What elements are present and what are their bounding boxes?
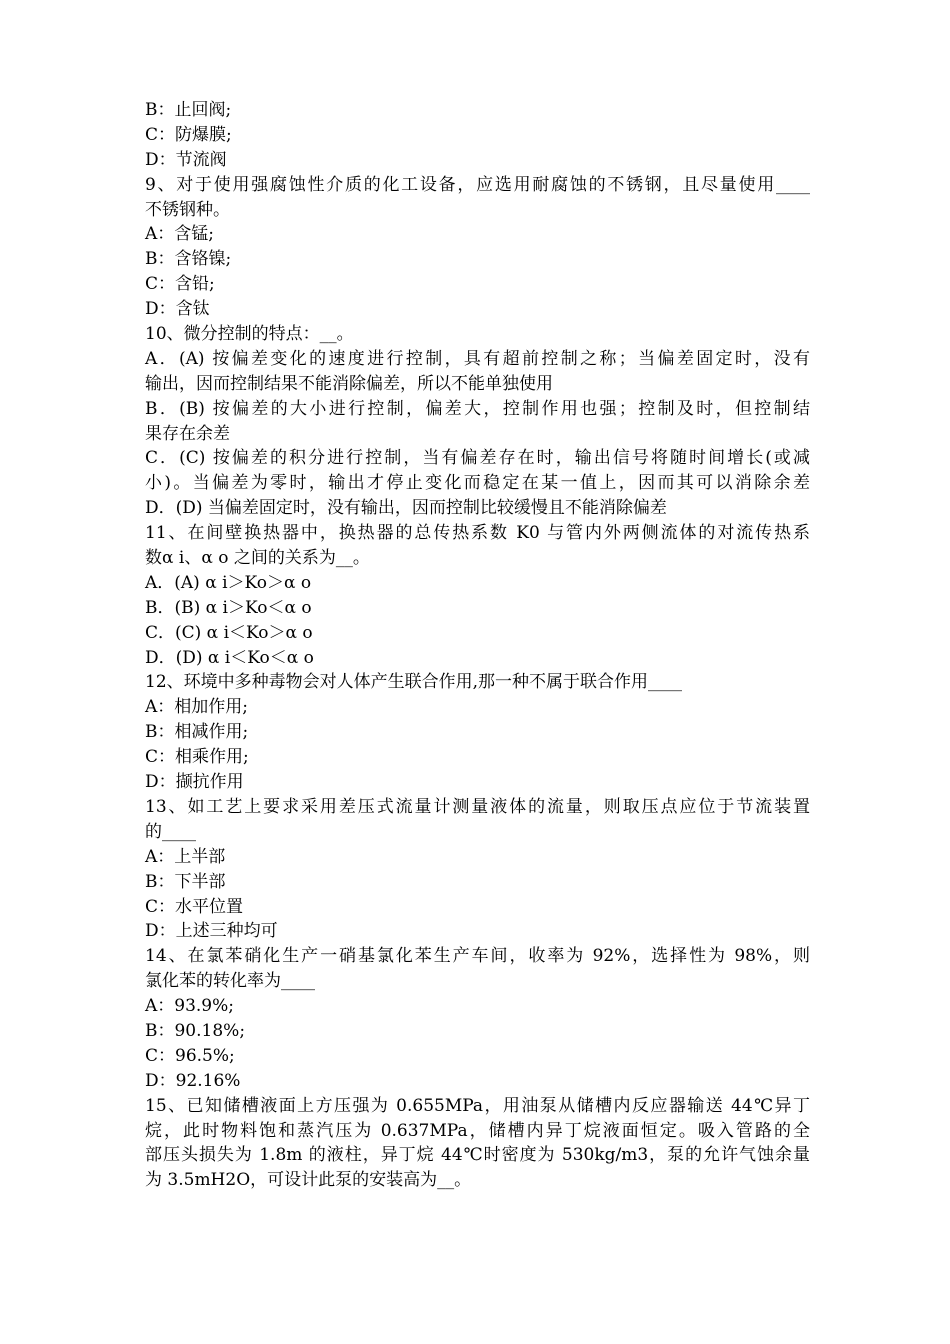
option-b-check-valve: B：止回阀; [145, 100, 232, 120]
q9-option-a: A：含锰; [145, 224, 215, 245]
q11-option-b: B．(B) α i＞Ko＜α o [145, 597, 312, 618]
q9-option-d: D：含钛 [145, 299, 210, 320]
question-15-line-1: 15、已知储槽液面上方压强为 0.655MPa，用油泵从储槽内反应器输送 44℃异丁 [145, 1095, 810, 1116]
q13-option-a: A：上半部 [145, 846, 226, 867]
question-12: 12、环境中多种毒物会对人体产生联合作用,那一种不属于联合作用____ [145, 672, 683, 693]
q14-option-a: A：93.9%; [145, 996, 235, 1017]
q14-option-c: C：96.5%; [145, 1045, 235, 1066]
question-13-line-1: 13、如工艺上要求采用差压式流量计测量液体的流量，则取压点应位于节流装置 [145, 796, 810, 817]
q12-option-a: A：相加作用; [145, 697, 249, 718]
q10-option-b-line-2: 果存在余差 [145, 423, 230, 444]
q9-option-c: C：含铅; [145, 274, 215, 295]
question-9-line-1: 9、对于使用强腐蚀性介质的化工设备，应选用耐腐蚀的不锈钢，且尽量使用____ [145, 174, 810, 195]
question-15-line-2: 烷，此时物料饱和蒸汽压为 0.637MPa，储槽内异丁烷液面恒定。吸入管路的全 [145, 1120, 810, 1141]
question-11-line-1: 11、在间壁换热器中，换热器的总传热系数 K0 与管内外两侧流体的对流传热系 [145, 523, 810, 544]
question-14-line-2: 氯化苯的转化率为____ [145, 971, 315, 992]
q10-option-d: D．(D) 当偏差固定时，没有输出，因而控制比较缓慢且不能消除偏差 [145, 498, 667, 519]
q9-option-b: B：含铬镍; [145, 249, 232, 270]
question-14-line-1: 14、在氯苯硝化生产一硝基氯化苯生产车间，收率为 92%，选择性为 98%，则 [145, 946, 810, 967]
q12-option-d: D：撷抗作用 [145, 772, 244, 793]
question-15-line-4: 为 3.5mH2O，可设计此泵的安装高为__。 [145, 1170, 472, 1191]
question-10: 10、微分控制的特点：__。 [145, 324, 354, 345]
q10-option-a-line-2: 输出，因而控制结果不能消除偏差，所以不能单独使用 [145, 373, 553, 394]
q11-option-a: A．(A) α i＞Ko＞α o [145, 572, 312, 593]
q13-option-b: B：下半部 [145, 871, 226, 892]
q14-option-b: B：90.18%; [145, 1020, 246, 1041]
question-15-line-3: 部压头损失为 1.8m 的液柱，异丁烷 44℃时密度为 530kg/m3，泵的允许气蚀余量 [145, 1145, 810, 1166]
q12-option-b: B：相减作用; [145, 722, 249, 743]
option-c-rupture-disc: C：防爆膜; [145, 124, 232, 145]
document-page [145, 98, 810, 1193]
option-d-throttle-valve: D：节流阀 [145, 149, 227, 170]
q11-option-c: C．(C) α i＜Ko＞α o [145, 622, 313, 643]
q10-option-a-line-1: A．(A) 按偏差变化的速度进行控制，具有超前控制之称；当偏差固定时，没有 [145, 348, 810, 369]
question-13-line-2: 的____ [145, 821, 196, 842]
q13-option-d: D：上述三种均可 [145, 921, 278, 942]
q14-option-d: D：92.16% [145, 1070, 241, 1091]
q13-option-c: C：水平位置 [145, 896, 244, 917]
q10-option-c-line-2: 小)。当偏差为零时，输出才停止变化而稳定在某一值上，因而其可以消除余差 [145, 473, 810, 494]
q10-option-b-line-1: B．(B) 按偏差的大小进行控制，偏差大，控制作用也强；控制及时，但控制结 [145, 398, 810, 419]
q10-option-c-line-1: C．(C) 按偏差的积分进行控制，当有偏差存在时，输出信号将随时间增长(或减 [145, 448, 810, 469]
question-11-line-2: 数α i、α o 之间的关系为__。 [145, 548, 370, 569]
q11-option-d: D．(D) α i＜Ko＜α o [145, 647, 314, 668]
q12-option-c: C：相乘作用; [145, 747, 249, 768]
question-9-line-2: 不锈钢种。 [145, 199, 230, 220]
